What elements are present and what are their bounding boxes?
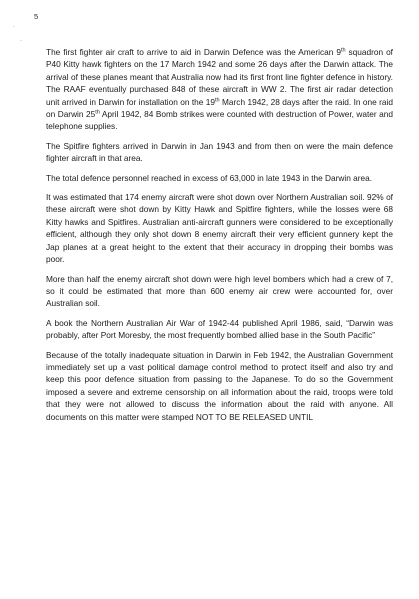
paragraph [46, 140, 393, 165]
paragraph [46, 46, 393, 133]
page-number: 5 [34, 12, 39, 21]
paragraph [46, 191, 393, 265]
paragraph [46, 273, 393, 310]
text-run: Because of the totally inadequate situation in Darwin in Feb 1942, the Australian Government immediately set up a vast political damage control method to protect itself and also try and keep this poor defence situation from passing to the Japanese. To do so the Government imposed a severe and extreme censorship on all information about the raid, troops were told that they were not allowed to discuss the information about the raid with anyone. All documents on this matter were stamped NOT TO BE RELEASED UNTIL [46, 349, 393, 422]
ordinal-suffix: th [215, 97, 220, 104]
document-body [46, 46, 393, 430]
text-run: April 1942, 84 Bomb strikes were counted with destruction of Power, water and telephone supplies. [46, 109, 394, 132]
text-run: The total defence personnel reached in excess of 63,000 in late 1943 in the Darwin area. [46, 172, 373, 183]
text-run: squadron of P40 Kitty hawk fighters on the 17 March 1942 and some 26 days after the Darwin attack. The arrival of these planes meant that Australia now had its first front line fighter defence in history. The RAAF eventually purchased 848 of these aircraft in WW 2. The first air radar detection unit arrived in Darwin for installation on the 19 [46, 47, 393, 107]
ordinal-suffix: th [340, 47, 346, 54]
paragraph [46, 349, 393, 423]
stray-mark: · [13, 24, 15, 30]
text-run: March 1942, 28 days after the raid. In one raid on Darwin 25 [46, 96, 393, 120]
text-run: More than half the enemy aircraft shot down were high level bombers which had a crew of 7, so it could be estimated that more than 600 enemy air crew were accounted for, over Australian soil. [46, 273, 393, 309]
text-run: It was estimated that 174 enemy aircraft were shot down over Northern Australian soil. 92% of these aircraft were shot down by Kitty Hawk and Spitfire fighters, while the losses were 68 Kitty hawks and Spitfires. Australian anti-aircraft gunners were considered to be exceptionally efficient, although they only shot down 8 enemy aircraft their very efficient gunnery kept the Jap planes at a great height to the extent that their accuracy in dropping their bombs was poor. [46, 192, 393, 265]
paragraph [46, 172, 393, 184]
paragraph [46, 317, 393, 342]
ordinal-suffix: th [95, 109, 100, 116]
text-run: A book the Northern Australian Air War of 1942-44 published April 1986, said, “Darwin was probably, after Port Moresby, the most frequently bombed allied base in the South Pacific” [46, 317, 393, 341]
stray-mark: · [20, 38, 22, 44]
text-run: The first fighter air craft to arrive to aid in Darwin Defence was the American 9 [46, 47, 341, 57]
text-run: The Spitfire fighters arrived in Darwin in Jan 1943 and from then on were the main defence fighter aircraft in that area. [46, 140, 393, 164]
